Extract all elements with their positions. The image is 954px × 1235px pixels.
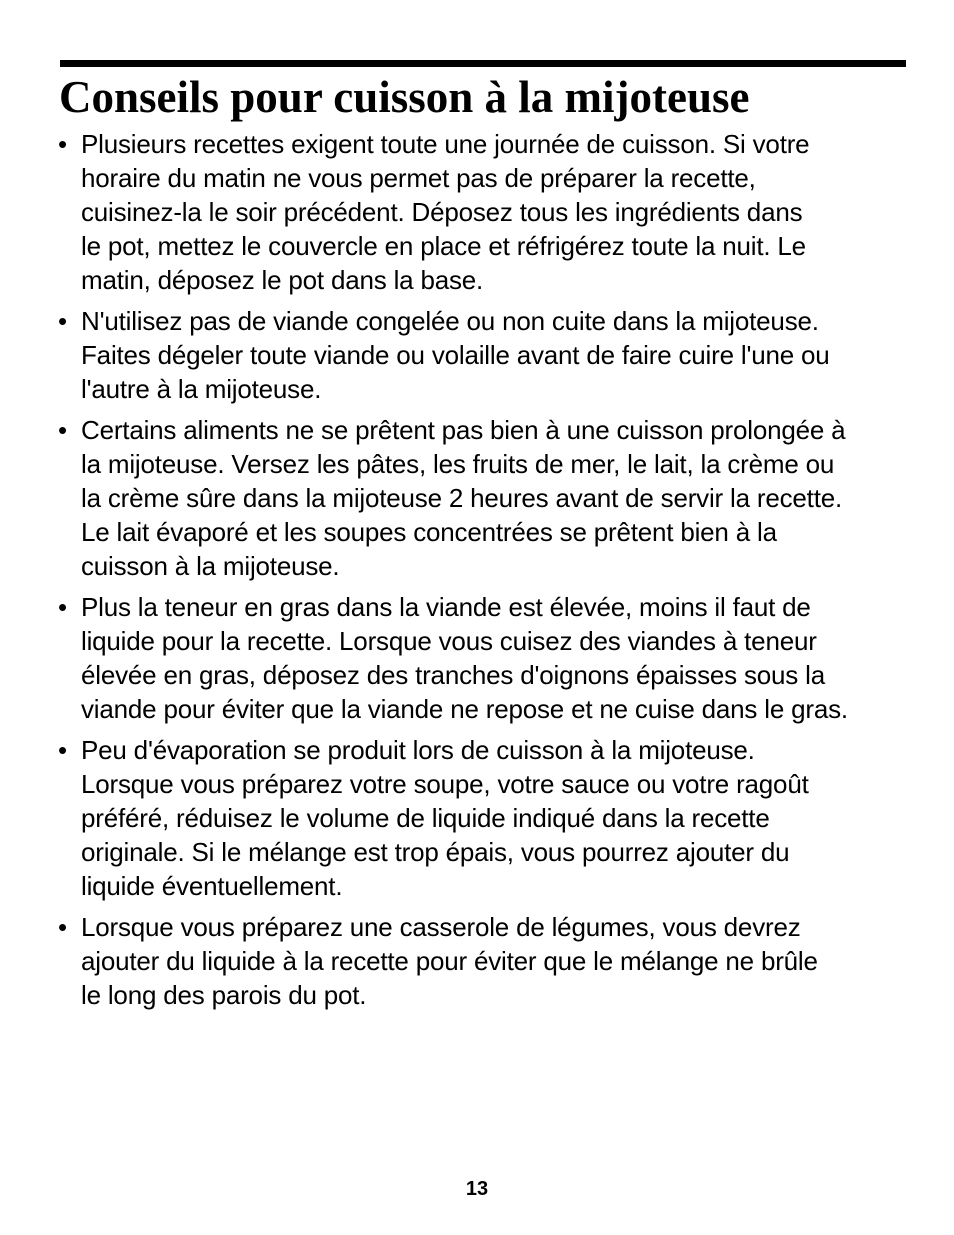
list-item: [58, 304, 918, 406]
bullet-icon: •: [58, 306, 67, 336]
tip-line: Lorsque vous préparez une casserole de légumes, vous devrez: [81, 912, 801, 942]
tip-line: N'utilisez pas de viande congelée ou non cuite dans la mijoteuse.: [81, 306, 819, 336]
tip-line: originale. Si le mélange est trop épais, vous pourrez ajouter du: [81, 837, 790, 867]
tip-line: le pot, mettez le couvercle en place et réfrigérez toute la nuit. Le: [81, 231, 806, 261]
tip-line: matin, déposez le pot dans la base.: [81, 265, 484, 295]
page-number: 13: [465, 1178, 489, 1200]
tip-line: élevée en gras, déposez des tranches d'oignons épaisses sous la: [81, 660, 825, 690]
tip-line: viande pour éviter que la viande ne repose et ne cuise dans le gras.: [81, 694, 848, 724]
tip-line: cuisinez-la le soir précédent. Déposez tous les ingrédients dans: [81, 197, 803, 227]
tip-line: cuisson à la mijoteuse.: [81, 551, 340, 581]
tip-line: ajouter du liquide à la recette pour éviter que le mélange ne brûle: [81, 946, 818, 976]
tip-line: la crème sûre dans la mijoteuse 2 heures avant de servir la recette.: [81, 483, 843, 513]
tip-line: Plus la teneur en gras dans la viande est élevée, moins il faut de: [81, 592, 811, 622]
bullet-icon: •: [58, 592, 67, 622]
tip-line: horaire du matin ne vous permet pas de préparer la recette,: [81, 163, 756, 193]
page-title: Conseils pour cuisson à la mijoteuse: [59, 72, 750, 122]
list-item: [58, 127, 918, 297]
tip-line: Le lait évaporé et les soupes concentrées se prêtent bien à la: [81, 517, 777, 547]
tips-list: [58, 127, 918, 1019]
tip-line: liquide éventuellement.: [81, 871, 343, 901]
tip-line: Lorsque vous préparez votre soupe, votre sauce ou votre ragoût: [81, 769, 809, 799]
tip-line: la mijoteuse. Versez les pâtes, les fruits de mer, le lait, la crème ou: [81, 449, 835, 479]
tip-line: l'autre à la mijoteuse.: [81, 374, 322, 404]
bullet-icon: •: [58, 415, 67, 445]
bullet-icon: •: [58, 735, 67, 765]
bullet-icon: •: [58, 129, 67, 159]
list-item: [58, 910, 918, 1012]
list-item: [58, 590, 918, 726]
tip-line: le long des parois du pot.: [81, 980, 367, 1010]
tip-line: liquide pour la recette. Lorsque vous cuisez des viandes à teneur: [81, 626, 817, 656]
list-item: [58, 413, 918, 583]
tip-line: préféré, réduisez le volume de liquide indiqué dans la recette: [81, 803, 770, 833]
tip-line: Peu d'évaporation se produit lors de cuisson à la mijoteuse.: [81, 735, 755, 765]
bullet-icon: •: [58, 912, 67, 942]
tip-line: Certains aliments ne se prêtent pas bien à une cuisson prolongée à: [81, 415, 846, 445]
tip-line: Faites dégeler toute viande ou volaille avant de faire cuire l'une ou: [81, 340, 830, 370]
list-item: [58, 733, 918, 903]
tip-line: Plusieurs recettes exigent toute une journée de cuisson. Si votre: [81, 129, 810, 159]
